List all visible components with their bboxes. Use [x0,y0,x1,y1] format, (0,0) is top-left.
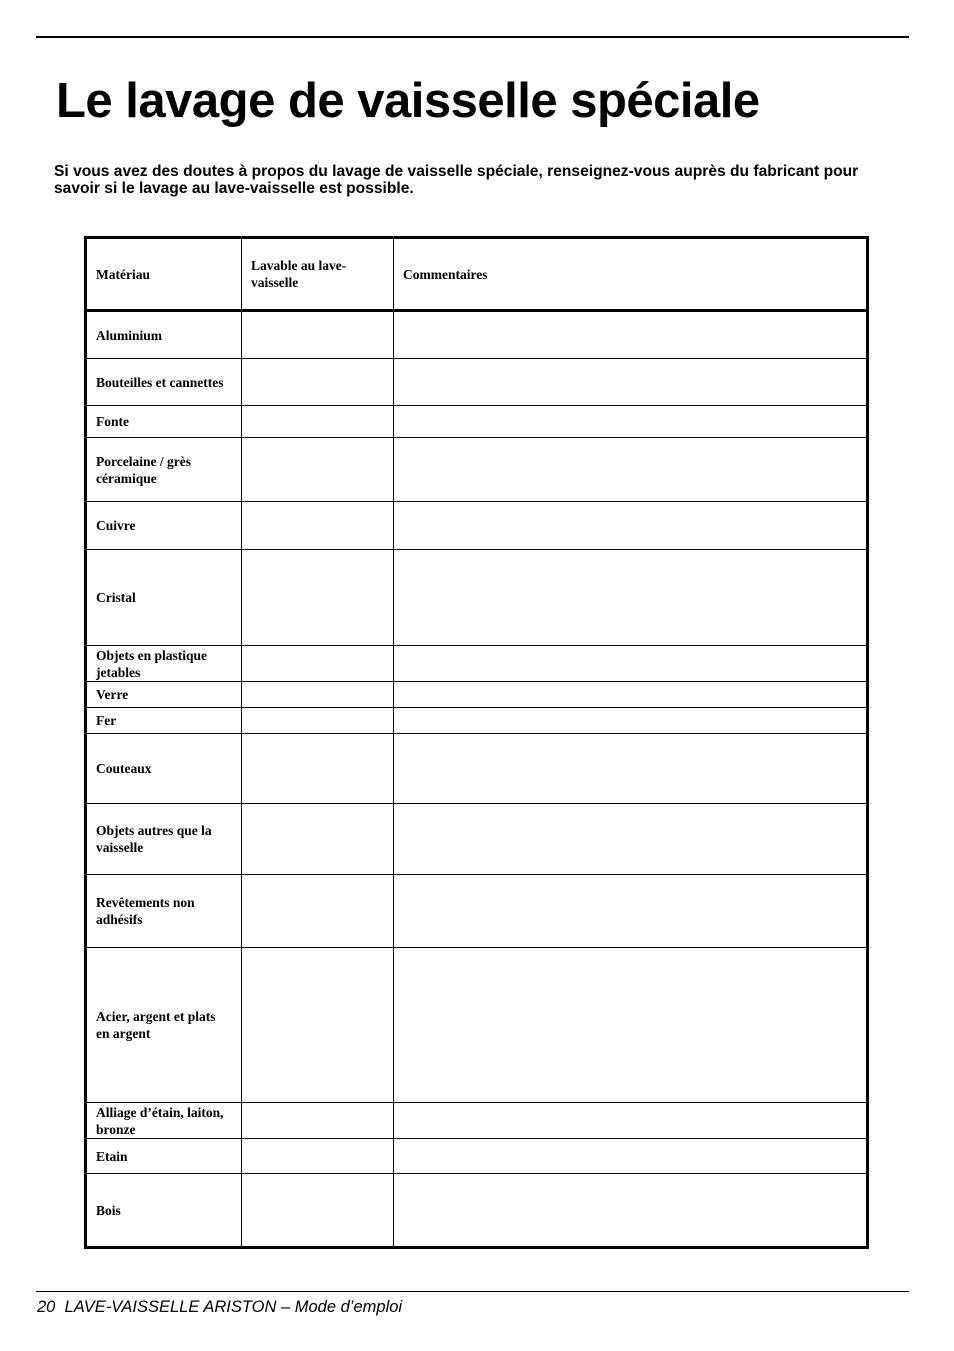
material-cell: Verre [86,682,242,708]
table-row [86,359,868,406]
washable-cell [242,875,394,948]
table-row [86,311,868,359]
material-cell: Objets autres que la vaisselle [86,804,242,875]
comments-cell [394,438,868,502]
washable-cell [242,708,394,734]
comments-cell [394,682,868,708]
washable-cell [242,948,394,1103]
material-cell: Etain [86,1139,242,1174]
table-row [86,708,868,734]
table-row [86,948,868,1103]
table-row [86,438,868,502]
washable-cell [242,502,394,550]
comments-cell [394,708,868,734]
comments-cell [394,1139,868,1174]
table-row [86,1103,868,1139]
table-row [86,734,868,804]
comments-cell [394,550,868,646]
top-rule [36,36,909,38]
table-row [86,1139,868,1174]
bottom-rule [36,1291,909,1292]
table-row [86,406,868,438]
washable-cell [242,406,394,438]
washable-cell [242,311,394,359]
material-cell: Bois [86,1174,242,1248]
comments-cell [394,406,868,438]
footer-product: LAVE-VAISSELLE ARISTON [64,1298,277,1316]
material-cell: Fer [86,708,242,734]
material-cell: Acier, argent et plats en argent [86,948,242,1103]
table-row [86,804,868,875]
materials-table [84,236,869,1249]
table-row [86,875,868,948]
washable-cell [242,1139,394,1174]
material-cell: Porcelaine / grès céramique [86,438,242,502]
washable-cell [242,1174,394,1248]
table-row [86,682,868,708]
footer-doc-type: Mode d’emploi [294,1298,403,1316]
table-row [86,1174,868,1248]
comments-cell [394,502,868,550]
washable-cell [242,1103,394,1139]
washable-cell [242,550,394,646]
washable-cell [242,804,394,875]
material-cell: Fonte [86,406,242,438]
comments-cell [394,1103,868,1139]
comments-cell [394,948,868,1103]
material-cell: Couteaux [86,734,242,804]
comments-cell [394,311,868,359]
comments-cell [394,646,868,682]
table-row [86,502,868,550]
page-footer [37,1297,402,1317]
material-cell: Cuivre [86,502,242,550]
table-header-row [86,238,868,311]
comments-cell [394,734,868,804]
washable-cell [242,646,394,682]
material-cell: Aluminium [86,311,242,359]
material-cell: Alliage d’étain, laiton, bronze [86,1103,242,1139]
washable-cell [242,682,394,708]
header-comments: Commentaires [394,238,868,311]
comments-cell [394,804,868,875]
footer-dash: – [280,1298,291,1316]
table-row [86,646,868,682]
header-material: Matériau [86,238,242,311]
material-cell: Revêtements non adhésifs [86,875,242,948]
comments-cell [394,1174,868,1248]
washable-cell [242,734,394,804]
washable-cell [242,438,394,502]
intro-paragraph: Si vous avez des doutes à propos du lavage de vaisselle spéciale, renseignez-vous auprès du fabricant pour savoir si le lavage au lave-vaisselle est possible. [54,163,859,197]
page-title: Le lavage de vaisselle spéciale [56,74,760,128]
comments-cell [394,359,868,406]
page-number: 20 [37,1298,56,1316]
material-cell: Cristal [86,550,242,646]
header-washable: Lavable au lave-vaisselle [242,238,394,311]
comments-cell [394,875,868,948]
material-cell: Bouteilles et cannettes [86,359,242,406]
table-row [86,550,868,646]
washable-cell [242,359,394,406]
material-cell: Objets en plastique jetables [86,646,242,682]
